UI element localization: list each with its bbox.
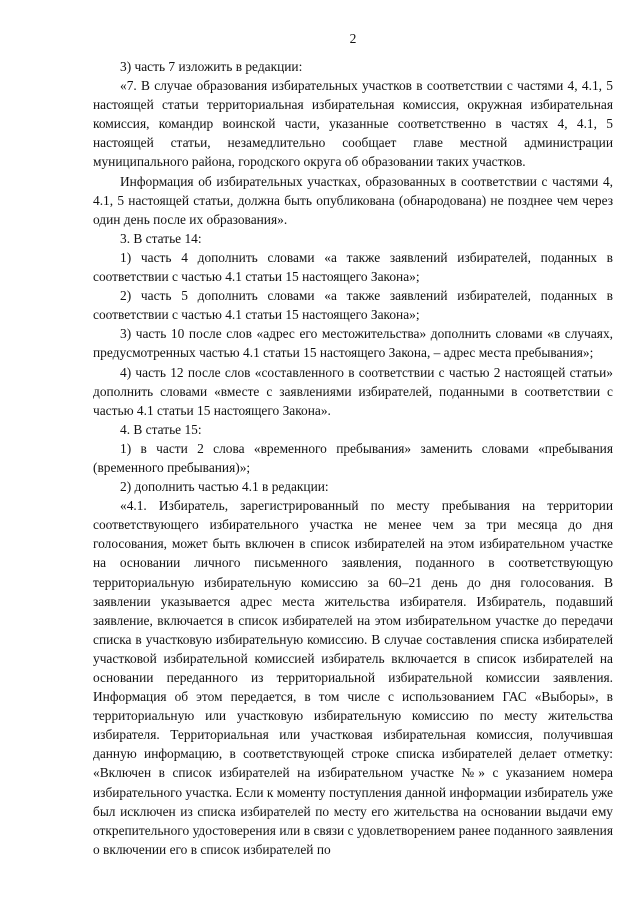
paragraph-article-14-item-2: 2) часть 5 дополнить словами «а также заявлений избирателей, поданных в соответствии с частью 4.1 статьи 15 настоящего Закона»;: [93, 288, 613, 323]
document-body: [93, 57, 613, 859]
paragraph-polling-info: Информация об избирательных участках, образованных в соответствии с частями 4, 4.1, 5 настоящей статьи, должна быть опубликована (обнародована) не позднее чем через один день после их образования».: [93, 173, 613, 227]
page-number: 2: [349, 31, 357, 46]
paragraph-article-14-heading: 3. В статье 14:: [120, 230, 202, 246]
paragraph-article-15-item-1: 1) в части 2 слова «временного пребывания» заменить словами «пребывания (временного пребывания)»;: [93, 440, 613, 475]
paragraph-part-7-text: «7. В случае образования избирательных участков в соответствии с частями 4, 4.1, 5 настоящей статьи территориальная избирательная комиссия, окружная избирательная комиссия, командир воинской части, указанные соответственно в частях 4, 4.1, 5 настоящей статьи, незамедлительно сообщает главе местной администрации муниципального района, городского округа об образовании таких участков.: [93, 78, 613, 170]
paragraph-article-14-item-1: 1) часть 4 дополнить словами «а также заявлений избирателей, поданных в соответствии с частью 4.1 статьи 15 настоящего Закона»;: [93, 249, 613, 285]
paragraph-article-15-item-2: 2) дополнить частью 4.1 в редакции:: [120, 479, 329, 495]
paragraph-part-7-heading: 3) часть 7 изложить в редакции:: [120, 59, 303, 74]
paragraph-article-14-item-4: 4) часть 12 после слов «составленного в соответствии с частью 2 настоящей статьи» дополнить словами «вместе с заявлениями избирателей, поданными в соответствии с частью 4.1 статьи 15 настоящего Закона».: [93, 364, 613, 418]
paragraph-part-4-1-text: «4.1. Избиратель, зарегистрированный по месту пребывания на территории соответствующего избирательного участка не менее чем за три месяца до дня голосования, может быть включен в список избирателей на этом избирательном участке на основании личного письменного заявления, поданного в соответствующую территориальную избирательную комиссию за 60–21 день до дня голосования. В заявлении указывается адрес места жительства избирателя. Избиратель, подавший заявление, включается в список избирателей на этом избирательном участке до передачи списка в участковую избирательную комиссию. В случае составления списка избирателей участковой избирательной комиссией избиратель включается в список избирателей на основании переданного из территориальной избирательной комиссии заявления. Информация об этом передается, в том числе с использованием ГАС «Выборы», в территориальную или участковую избирательную комиссию по месту жительства избирателя. Территориальная или участковая избирательная комиссия, получившая данную информацию, в соответствующей строке списка избирателей делает отметку: «Включен в список избирателей на избирательном участке №» с указанием номера избирательного участка. Если к моменту поступления данной информации избиратель уже был исключен из списка избирателей по месту его жительства на основании выдачи ему открепительного удостоверения или в связи с удовлетворением ранее поданного заявления о включении его в список избирателей по: [93, 498, 613, 857]
paragraph-article-14-item-3: 3) часть 10 после слов «адрес его местожительства» дополнить словами «в случаях, предусмотренных частью 4.1 статьи 15 настоящего Закона, – адрес места пребывания»;: [93, 326, 613, 361]
paragraph-article-15-heading: 4. В статье 15:: [120, 421, 202, 437]
